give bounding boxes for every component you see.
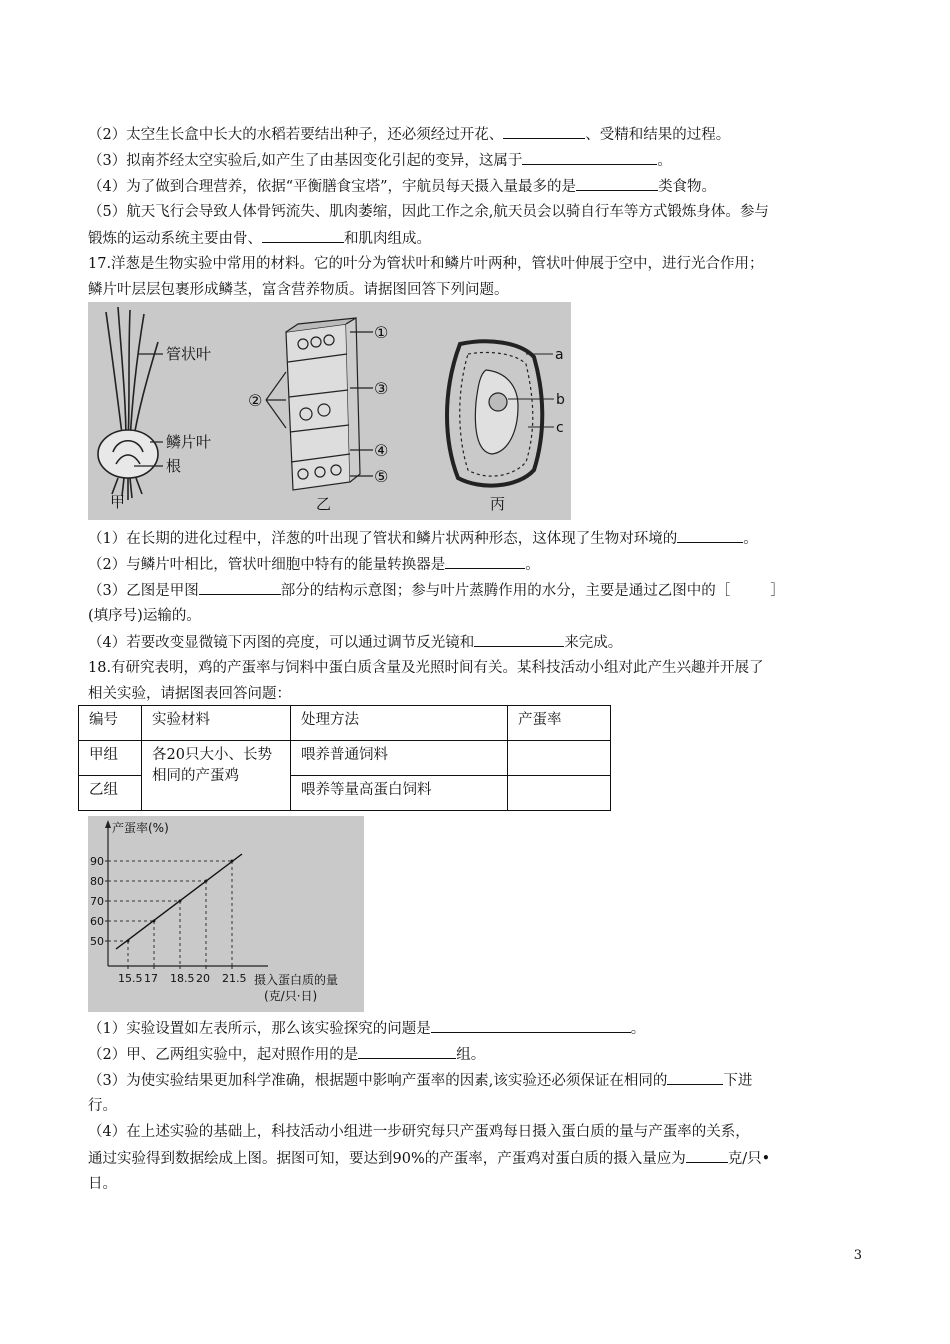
table-row xyxy=(79,741,611,776)
page-number: 3 xyxy=(853,1248,862,1263)
x-tick-label: 18.5 xyxy=(170,972,195,985)
table-header-cell: 产蛋率 xyxy=(508,706,611,741)
q17-part2: （2）与鳞片叶相比，管状叶细胞中特有的能量转换器是 。 xyxy=(88,554,878,575)
table-cell-rate-b[interactable] xyxy=(508,776,611,811)
answer-blank[interactable] xyxy=(474,632,564,647)
q18-part4-line3: 日。 xyxy=(88,1176,117,1192)
q18-stem-line1: 18.有研究表明，鸡的产蛋率与饲料中蛋白质含量及光照时间有关。某科技活动小组对此产生兴趣并开展了 xyxy=(88,660,764,676)
q17-stem-line2: 鳞片叶层层包裹形成鳞茎，富含营养物质。请据图回答下列问题。 xyxy=(88,282,509,298)
label-1: ① xyxy=(374,323,389,342)
answer-blank[interactable] xyxy=(503,124,585,139)
x-axis-label: 摄入蛋白质的量 xyxy=(254,973,339,987)
x-axis-unit: (克/只·日) xyxy=(264,989,318,1003)
table-cell-group-a: 甲组 xyxy=(79,741,142,776)
q17-part4: （4）若要改变显微镜下丙图的亮度，可以通过调节反光镜和 来完成。 xyxy=(88,632,878,653)
table-header-cell: 编号 xyxy=(79,706,142,741)
y-tick-label: 80 xyxy=(90,875,104,888)
table-cell-treatment-a: 喂养普通饲料 xyxy=(291,741,508,776)
answer-blank[interactable] xyxy=(686,1148,728,1163)
answer-blank[interactable] xyxy=(445,554,525,569)
table-header-row xyxy=(79,706,611,741)
leaf-section-drawing xyxy=(266,318,373,490)
y-tick-label: 60 xyxy=(90,915,104,928)
q18-part1: （1）实验设置如左表所示，那么该实验探究的问题是 。 xyxy=(88,1018,878,1039)
label-tube-leaf: 管状叶 xyxy=(166,345,212,363)
answer-blank[interactable] xyxy=(358,1044,456,1059)
onion-figure xyxy=(88,302,571,520)
q18-part3-line2: 行。 xyxy=(88,1098,117,1114)
label-c: c xyxy=(556,420,564,436)
table-cell-treatment-b: 喂养等量高蛋白饲料 xyxy=(291,776,508,811)
label-2: ② xyxy=(248,391,263,410)
q16-part5-line2: 锻炼的运动系统主要由骨、 和肌肉组成。 xyxy=(88,228,878,249)
label-root: 根 xyxy=(166,457,182,475)
q17-stem-line1: 17.洋葱是生物实验中常用的材料。它的叶分为管状叶和鳞片叶两种，管状叶伸展于空中，进行光合作用； xyxy=(88,256,764,272)
y-tick-label: 70 xyxy=(90,895,104,908)
q17-part1: （1）在长期的进化过程中，洋葱的叶出现了管状和鳞片状两种形态，这体现了生物对环境的 。 xyxy=(88,528,878,549)
x-tick-label: 17 xyxy=(144,972,158,985)
y-tick-label: 90 xyxy=(90,855,104,868)
label-scale-leaf: 鳞片叶 xyxy=(166,433,212,451)
q18-part2: （2）甲、乙两组实验中，起对照作用的是 组。 xyxy=(88,1044,878,1065)
table-header-cell: 处理方法 xyxy=(291,706,508,741)
answer-blank[interactable] xyxy=(667,1070,723,1085)
answer-blank[interactable] xyxy=(522,150,657,165)
table-cell-group-b: 乙组 xyxy=(79,776,142,811)
label-bing: 丙 xyxy=(490,495,506,513)
q16-part4: （4）为了做到合理营养，依据“平衡膳食宝塔”，宇航员每天摄入量最多的是 类食物。 xyxy=(88,176,878,197)
label-5: ⑤ xyxy=(374,467,389,486)
q18-part4-line2: 通过实验得到数据绘成上图。据图可知，要达到90%的产蛋率，产蛋鸡对蛋白质的摄入量应为 克/只• xyxy=(88,1148,878,1169)
x-tick-label: 15.5 xyxy=(118,972,143,985)
label-yi: 乙 xyxy=(316,495,332,513)
y-tick-label: 50 xyxy=(90,935,104,948)
onion-plant-drawing xyxy=(98,307,163,500)
y-axis-label: 产蛋率(%) xyxy=(112,821,169,835)
answer-blank[interactable] xyxy=(431,1018,631,1033)
x-tick-label: 21.5 xyxy=(222,972,247,985)
label-b: b xyxy=(556,392,565,408)
answer-blank[interactable] xyxy=(262,228,344,243)
q16-part2: （2）太空生长盒中长大的水稻若要结出种子，还必须经过开花、 、受精和结果的过程。 xyxy=(88,124,878,145)
cell-drawing xyxy=(447,341,554,485)
x-tick-label: 20 xyxy=(196,972,210,985)
y-axis-arrow xyxy=(105,820,111,828)
label-4: ④ xyxy=(374,441,389,460)
experiment-table xyxy=(78,705,611,811)
q16-part5-line1: （5）航天飞行会导致人体骨钙流失、肌肉萎缩，因此工作之余,航天员会以骑自行车等方式锻炼身体。参与 xyxy=(88,204,769,220)
answer-blank[interactable] xyxy=(576,176,658,191)
q18-part3: （3）为使实验结果更加科学准确，根据题中影响产蛋率的因素,该实验还必须保证在相同的 下进 xyxy=(88,1070,878,1091)
q18-stem-line2: 相关实验，请据图表回答问题： xyxy=(88,686,291,702)
table-cell-material: 各20只大小、长势相同的产蛋鸡 xyxy=(142,741,291,811)
q18-part4-line1: （4）在上述实验的基础上，科技活动小组进一步研究每只产蛋鸡每日摄入蛋白质的量与产蛋率的关系， xyxy=(88,1124,750,1140)
label-jia: 甲 xyxy=(110,493,126,511)
label-a: a xyxy=(555,347,564,363)
table-header-cell: 实验材料 xyxy=(142,706,291,741)
answer-blank[interactable] xyxy=(199,580,281,595)
q17-part3-line2: (填序号)运输的。 xyxy=(88,608,201,624)
q17-part3: （3）乙图是甲图 部分的结构示意图；参与叶片蒸腾作用的水分，主要是通过乙图中的［ ］ xyxy=(88,580,878,601)
egg-rate-chart xyxy=(88,816,364,1012)
answer-blank[interactable] xyxy=(677,528,743,543)
table-cell-rate-a[interactable] xyxy=(508,741,611,776)
q16-part3: （3）拟南芥经太空实验后,如产生了由基因变化引起的变异，这属于 。 xyxy=(88,150,878,171)
label-3: ③ xyxy=(374,379,389,398)
